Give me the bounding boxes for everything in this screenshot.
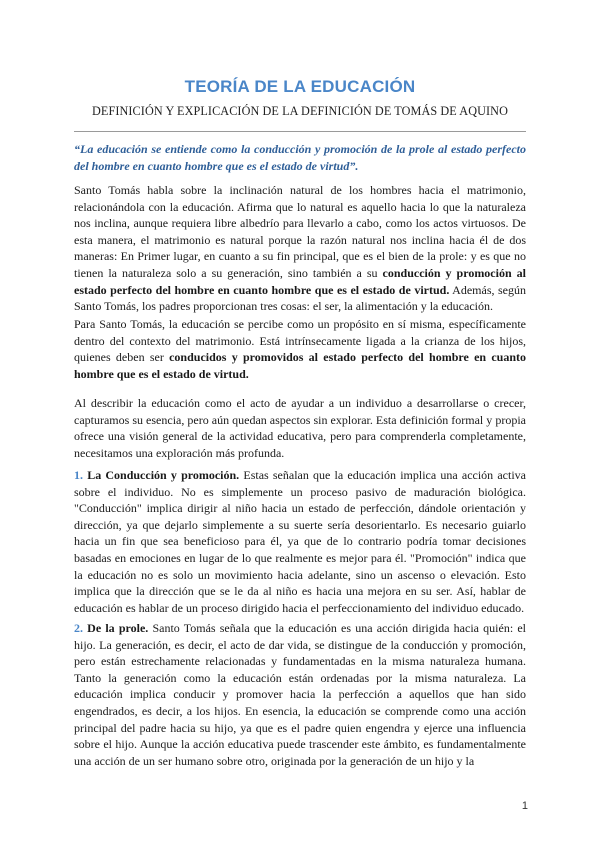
paragraph-1-text: Santo Tomás habla sobre la inclinación natural de los hombres hacia el matrimonio, relacionándola con la educación. Afirma que lo natural es aquello hacia lo que la naturaleza nos inclina, aunque requiera libre albedrío para llevarlo a cabo, como los actos virtuosos. De esta manera, el matrimonio es natural porque la razón natural nos inclina hacia él de dos maneras: En Primer lugar, en cuanto a su fin principal, que es el bien de la prole: y es que no tienen la naturaleza solo a su generación, sino también a su [74, 183, 526, 280]
paragraph-1-bold: conducción y promoción al estado perfecto del hombre en cuanto hombre que es el estado de virtud. [74, 265, 526, 297]
definition-quote: “La educación se entiende como la conducción y promoción de la prole al estado perfecto del hombre en cuanto hombre que es el estado de virtud”. [74, 142, 526, 173]
paragraph-1 [74, 182, 526, 315]
page-number: 1 [521, 800, 528, 812]
section-1-paragraph [74, 467, 526, 616]
paragraph-1-tail: Además, según Santo Tomás, los padres proporcionan tres cosas: el ser, la alimentación y la educación. [74, 282, 527, 314]
section-1-number: 1. [74, 468, 83, 482]
document-subtitle: DEFINICIÓN Y EXPLICACIÓN DE LA DEFINICIÓN DE TOMÁS DE AQUINO [92, 104, 508, 118]
section-2-text: Santo Tomás señala que la educación es una acción dirigida hacia quién: el hijo. La generación, es decir, el acto de dar vida, se distingue de la conducción y promoción, pero están estrechamente relacionadas y fundamentadas en la misma naturaleza humana. Tanto la generación como la educación están ordenadas por la misma naturaleza. La educación implica conducir y promover hacia la perfección a aquellos que han sido engendrados, es decir, a los hijos. En esencia, la educación se comprende como una acción principal del padre hacia su hijo, ya que es el padre quien engendra y ejerce una influencia sobre el hijo. Aunque la acción educativa puede trascender este ámbito, es fundamentalmente una acción de un ser humano sobre otro, originada por la generación de un hijo y la [74, 621, 526, 768]
title-divider [74, 131, 526, 132]
section-2-heading: De la prole. [87, 621, 149, 635]
section-2-number: 2. [74, 621, 83, 635]
section-1-heading: La Conducción y promoción. [87, 468, 240, 482]
paragraph-3-text: Al describir la educación como el acto de ayudar a un individuo a desarrollarse o crecer, capturamos su esencia, pero aún quedan aspectos sin explorar. Esta definición formal y propia ofrece una visión general de la actividad educativa, pero para comprenderla completamente, necesitamos una exploración más profunda. [74, 396, 526, 460]
document-title: TEORÍA DE LA EDUCACIÓN [184, 77, 416, 96]
section-1-text: Estas señalan que la educación implica una acción activa sobre el individuo. No es simplemente un proceso pasivo de maduración biológica. "Conducción" implica dirigir al niño hacia un estado de perfección, dándole orientación y dirección, ya que dejarlo simplemente a su suerte sería desorientarlo. Es necesario guiarlo hacia un fin que sea beneficioso para él, ya que de lo contrario podría tomar decisiones basadas en emociones en lugar de lo que realmente es mejor para él. "Promoción" indica que la educación no es solo un movimiento hacia adelante, sino un ascenso o elevación. Esto implica que la dirección que se le da al niño es hacia una mejora en su ser. Así, hablar de educación es hablar de un proceso dirigido hacia el perfeccionamiento del individuo educado. [74, 468, 526, 615]
paragraph-3 [74, 395, 526, 461]
paragraph-2 [74, 316, 526, 382]
paragraph-2-text: Para Santo Tomás, la educación se percibe como un propósito en sí misma, específicamente dentro del contexto del matrimonio. Está intrínsecamente ligada a la crianza de los hijos, quienes deben ser [74, 317, 526, 365]
paragraph-2-bold: conducidos y promovidos al estado perfecto del hombre en cuanto hombre que es el estado de virtud. [74, 350, 527, 381]
section-2-paragraph [74, 620, 526, 769]
